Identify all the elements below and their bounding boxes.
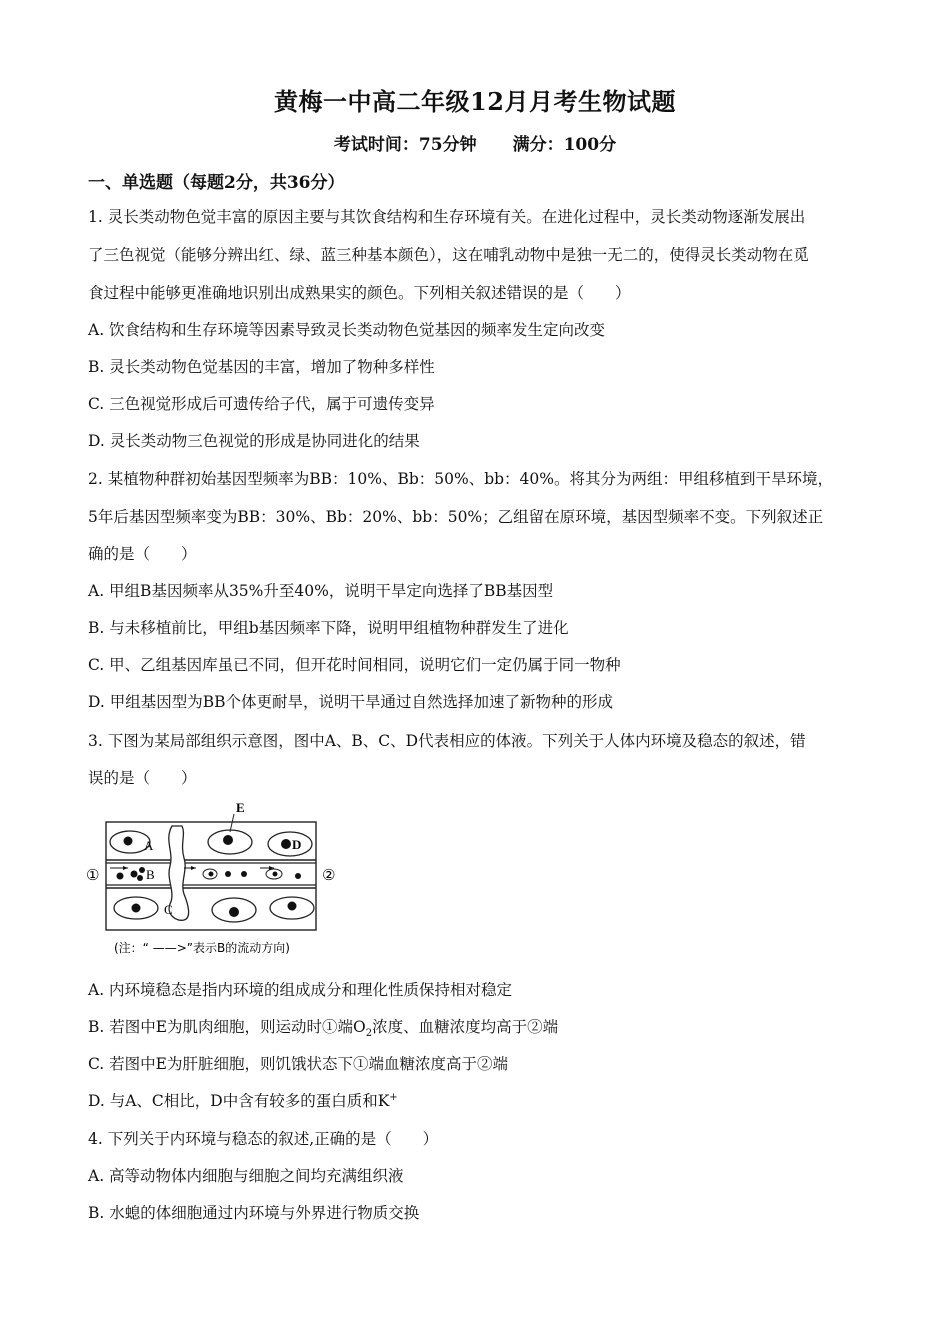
nucleus <box>229 907 239 917</box>
label-c: C <box>164 902 173 917</box>
q4-option-a: A. 高等动物体内细胞与细胞之间均充满组织液 <box>88 1167 404 1185</box>
nucleus <box>132 904 141 913</box>
blood-cell <box>137 875 143 881</box>
label-a: A <box>144 838 154 853</box>
q4-stem: 4. 下列关于内环境与稳态的叙述,正确的是（ ） <box>88 1130 439 1148</box>
q3-option-b-sub: 2 <box>365 1028 373 1040</box>
q2-option-b: B. 与未移植前比，甲组b基因频率下降，说明甲组植物种群发生了进化 <box>88 619 569 637</box>
exam-info <box>0 130 950 155</box>
q2-stem-line3: 确的是（ ） <box>88 545 197 563</box>
label-end-1: ① <box>86 866 100 884</box>
blood-cell <box>225 871 231 877</box>
q1-stem-line1: 1. 灵长类动物色觉丰富的原因主要与其饮食结构和生存环境有关。在进化过程中，灵长类动物逐渐发展出 <box>88 208 806 226</box>
q3-option-c: C. 若图中E为肝脏细胞，则饥饿状态下①端血糖浓度高于②端 <box>88 1055 508 1073</box>
exam-time: 考试时间：75分钟 <box>333 135 477 155</box>
q1-option-d: D. 灵长类动物三色视觉的形成是协同进化的结果 <box>88 432 420 450</box>
q3-option-d-sup: + <box>389 1091 398 1103</box>
q3-option-b-pre: B. 若图中E为肌肉细胞，则运动时①端O <box>88 1018 366 1036</box>
flow-arrow-head <box>123 866 128 870</box>
q2-option-a: A. 甲组B基因频率从35%升至40%，说明干旱定向选择了BB基因型 <box>88 582 554 600</box>
q3-stem-line2: 误的是（ ） <box>88 769 197 787</box>
blood-cell <box>139 867 145 873</box>
q3-stem-line1: 3. 下图为某局部组织示意图，图中A、B、C、D代表相应的体液。下列关于人体内环境及稳态的叙述，错 <box>88 732 806 750</box>
exam-score: 满分：100分 <box>512 135 617 155</box>
q1-option-a: A. 饮食结构和生存环境等因素导致灵长类动物色觉基因的频率发生定向改变 <box>88 321 606 339</box>
q1-stem-line3: 食过程中能够更准确地识别出成熟果实的颜色。下列相关叙述错误的是（ ） <box>88 284 631 302</box>
q2-option-d: D. 甲组基因型为BB个体更耐旱，说明干旱通过自然选择加速了新物种的形成 <box>88 693 614 711</box>
section-heading: 一、单选题（每题2分，共36分） <box>88 173 345 193</box>
blood-cell <box>117 873 124 880</box>
q3-option-b-post: 浓度、血糖浓度均高于②端 <box>372 1018 559 1036</box>
q1-stem-line2: 了三色视觉（能够分辨出红、绿、蓝三种基本颜色），这在哺乳动物中是独一无二的，使得灵长类动物在觅 <box>88 246 809 264</box>
q1-option-b: B. 灵长类动物色觉基因的丰富，增加了物种多样性 <box>88 358 435 376</box>
q1-option-c: C. 三色视觉形成后可遗传给子代，属于可遗传变异 <box>88 395 435 413</box>
q2-option-c: C. 甲、乙组基因库虽已不同，但开花时间相同，说明它们一定仍属于同一物种 <box>88 656 621 674</box>
q3-option-d <box>88 1089 398 1111</box>
figure-note: (注：“ ——>”表示B的流动方向) <box>114 941 290 955</box>
blood-cell <box>241 871 247 877</box>
tissue-diagram <box>84 800 344 960</box>
blood-cell <box>295 873 301 879</box>
label-e-pointer <box>230 814 234 832</box>
nucleus <box>281 839 291 849</box>
q3-option-a: A. 内环境稳态是指内环境的组成成分和理化性质保持相对稳定 <box>88 981 513 999</box>
q4-option-b: B. 水螅的体细胞通过内环境与外界进行物质交换 <box>88 1204 420 1222</box>
page-title: 黄梅一中高二年级12月月考生物试题 <box>274 87 676 116</box>
nucleus <box>223 835 233 845</box>
q3-option-d-pre: D. 与A、C相比，D中含有较多的蛋白质和K <box>88 1092 390 1110</box>
flow-arrow-head <box>191 866 196 870</box>
blood-cell <box>273 872 278 877</box>
label-d: D <box>292 837 302 852</box>
q2-stem-line1: 2. 某植物种群初始基因型频率为BB：10%、Bb：50%、bb：40%。将其分为两组：甲组移植到干旱环境， <box>88 470 834 488</box>
label-b: B <box>146 867 155 882</box>
q2-stem-line2: 5年后基因型频率变为BB：30%、Bb：20%、bb：50%；乙组留在原环境，基因型频率不变。下列叙述正 <box>88 508 824 526</box>
q3-option-b <box>88 1015 558 1039</box>
blood-cell <box>131 871 138 878</box>
label-end-2: ② <box>322 866 336 884</box>
nucleus <box>288 902 297 911</box>
nucleus <box>124 837 133 846</box>
blood-cell <box>209 872 214 877</box>
label-e: E <box>236 800 245 815</box>
